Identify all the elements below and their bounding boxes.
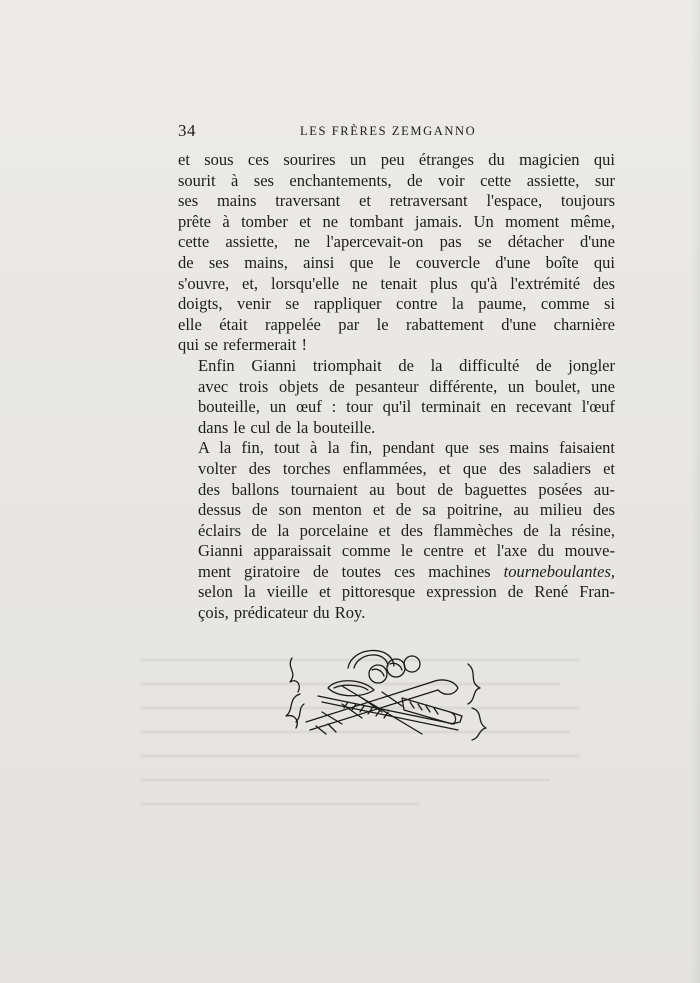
text-line: sourit à ses enchantements, de voir cette assiette, sur bbox=[178, 170, 615, 190]
italic-phrase: tourneboulantes, bbox=[503, 561, 615, 581]
text-line: de ses mains, ainsi que le couvercle d'une boîte qui bbox=[178, 252, 615, 272]
text-line: dessus de son menton et de sa poitrine, au milieu des bbox=[198, 500, 615, 520]
text-line: qui se refermerait ! bbox=[178, 335, 307, 355]
body-text bbox=[178, 150, 615, 624]
text-line: selon la vieille et pittoresque expression de René Fran- bbox=[198, 582, 615, 602]
paragraph-1 bbox=[178, 150, 615, 356]
text-line: avec trois objets de pesanteur différente, un boulet, une bbox=[198, 376, 615, 396]
text-line: Gianni apparaissait comme le centre et l'axe du mouve- bbox=[198, 541, 615, 561]
paragraph-3 bbox=[178, 438, 615, 623]
text-line: bouteille, un œuf : tour qu'il terminait en recevant l'œuf bbox=[198, 397, 615, 417]
text-line: des ballons tournaient au bout de baguettes posées au- bbox=[198, 479, 615, 499]
text-line bbox=[178, 562, 615, 583]
text-line: doigts, venir se rappliquer contre la paume, comme si bbox=[178, 294, 615, 314]
juggling-props-vignette-icon bbox=[282, 638, 490, 748]
page-number: 34 bbox=[178, 121, 196, 140]
text-line: prête à tomber et ne tombant jamais. Un moment même, bbox=[178, 211, 615, 231]
text-line: Enfin Gianni triomphait de la difficulté de jongler bbox=[198, 355, 615, 375]
text-line: s'ouvre, et, lorsqu'elle ne tenait plus qu'à l'extrémité des bbox=[178, 273, 615, 293]
text-line: volter des torches enflammées, et que des saladiers et bbox=[198, 458, 615, 478]
paragraph-2 bbox=[178, 356, 615, 438]
running-title: LES FRÈRES ZEMGANNO bbox=[300, 124, 477, 138]
text-line: elle était rappelée par le rabattement d'une charnière bbox=[178, 314, 615, 334]
text-line: éclairs de la porcelaine et des flammèches de la résine, bbox=[198, 520, 615, 540]
text-line: et sous ces sourires un peu étranges du magicien qui bbox=[178, 150, 615, 169]
text-line: çois, prédicateur du Roy. bbox=[198, 603, 366, 623]
page-edge-shadow bbox=[690, 0, 700, 983]
text-line: dans le cul de la bouteille. bbox=[198, 417, 376, 437]
text-line: ses mains traversant et retraversant l'espace, toujours bbox=[178, 191, 615, 211]
text-line: cette assiette, ne l'apercevait-on pas se détacher d'une bbox=[178, 232, 615, 252]
line-text: ment giratoire de toutes ces machines bbox=[198, 561, 491, 581]
page-header bbox=[178, 121, 615, 143]
text-line: A la fin, tout à la fin, pendant que ses mains faisaient bbox=[198, 438, 615, 458]
